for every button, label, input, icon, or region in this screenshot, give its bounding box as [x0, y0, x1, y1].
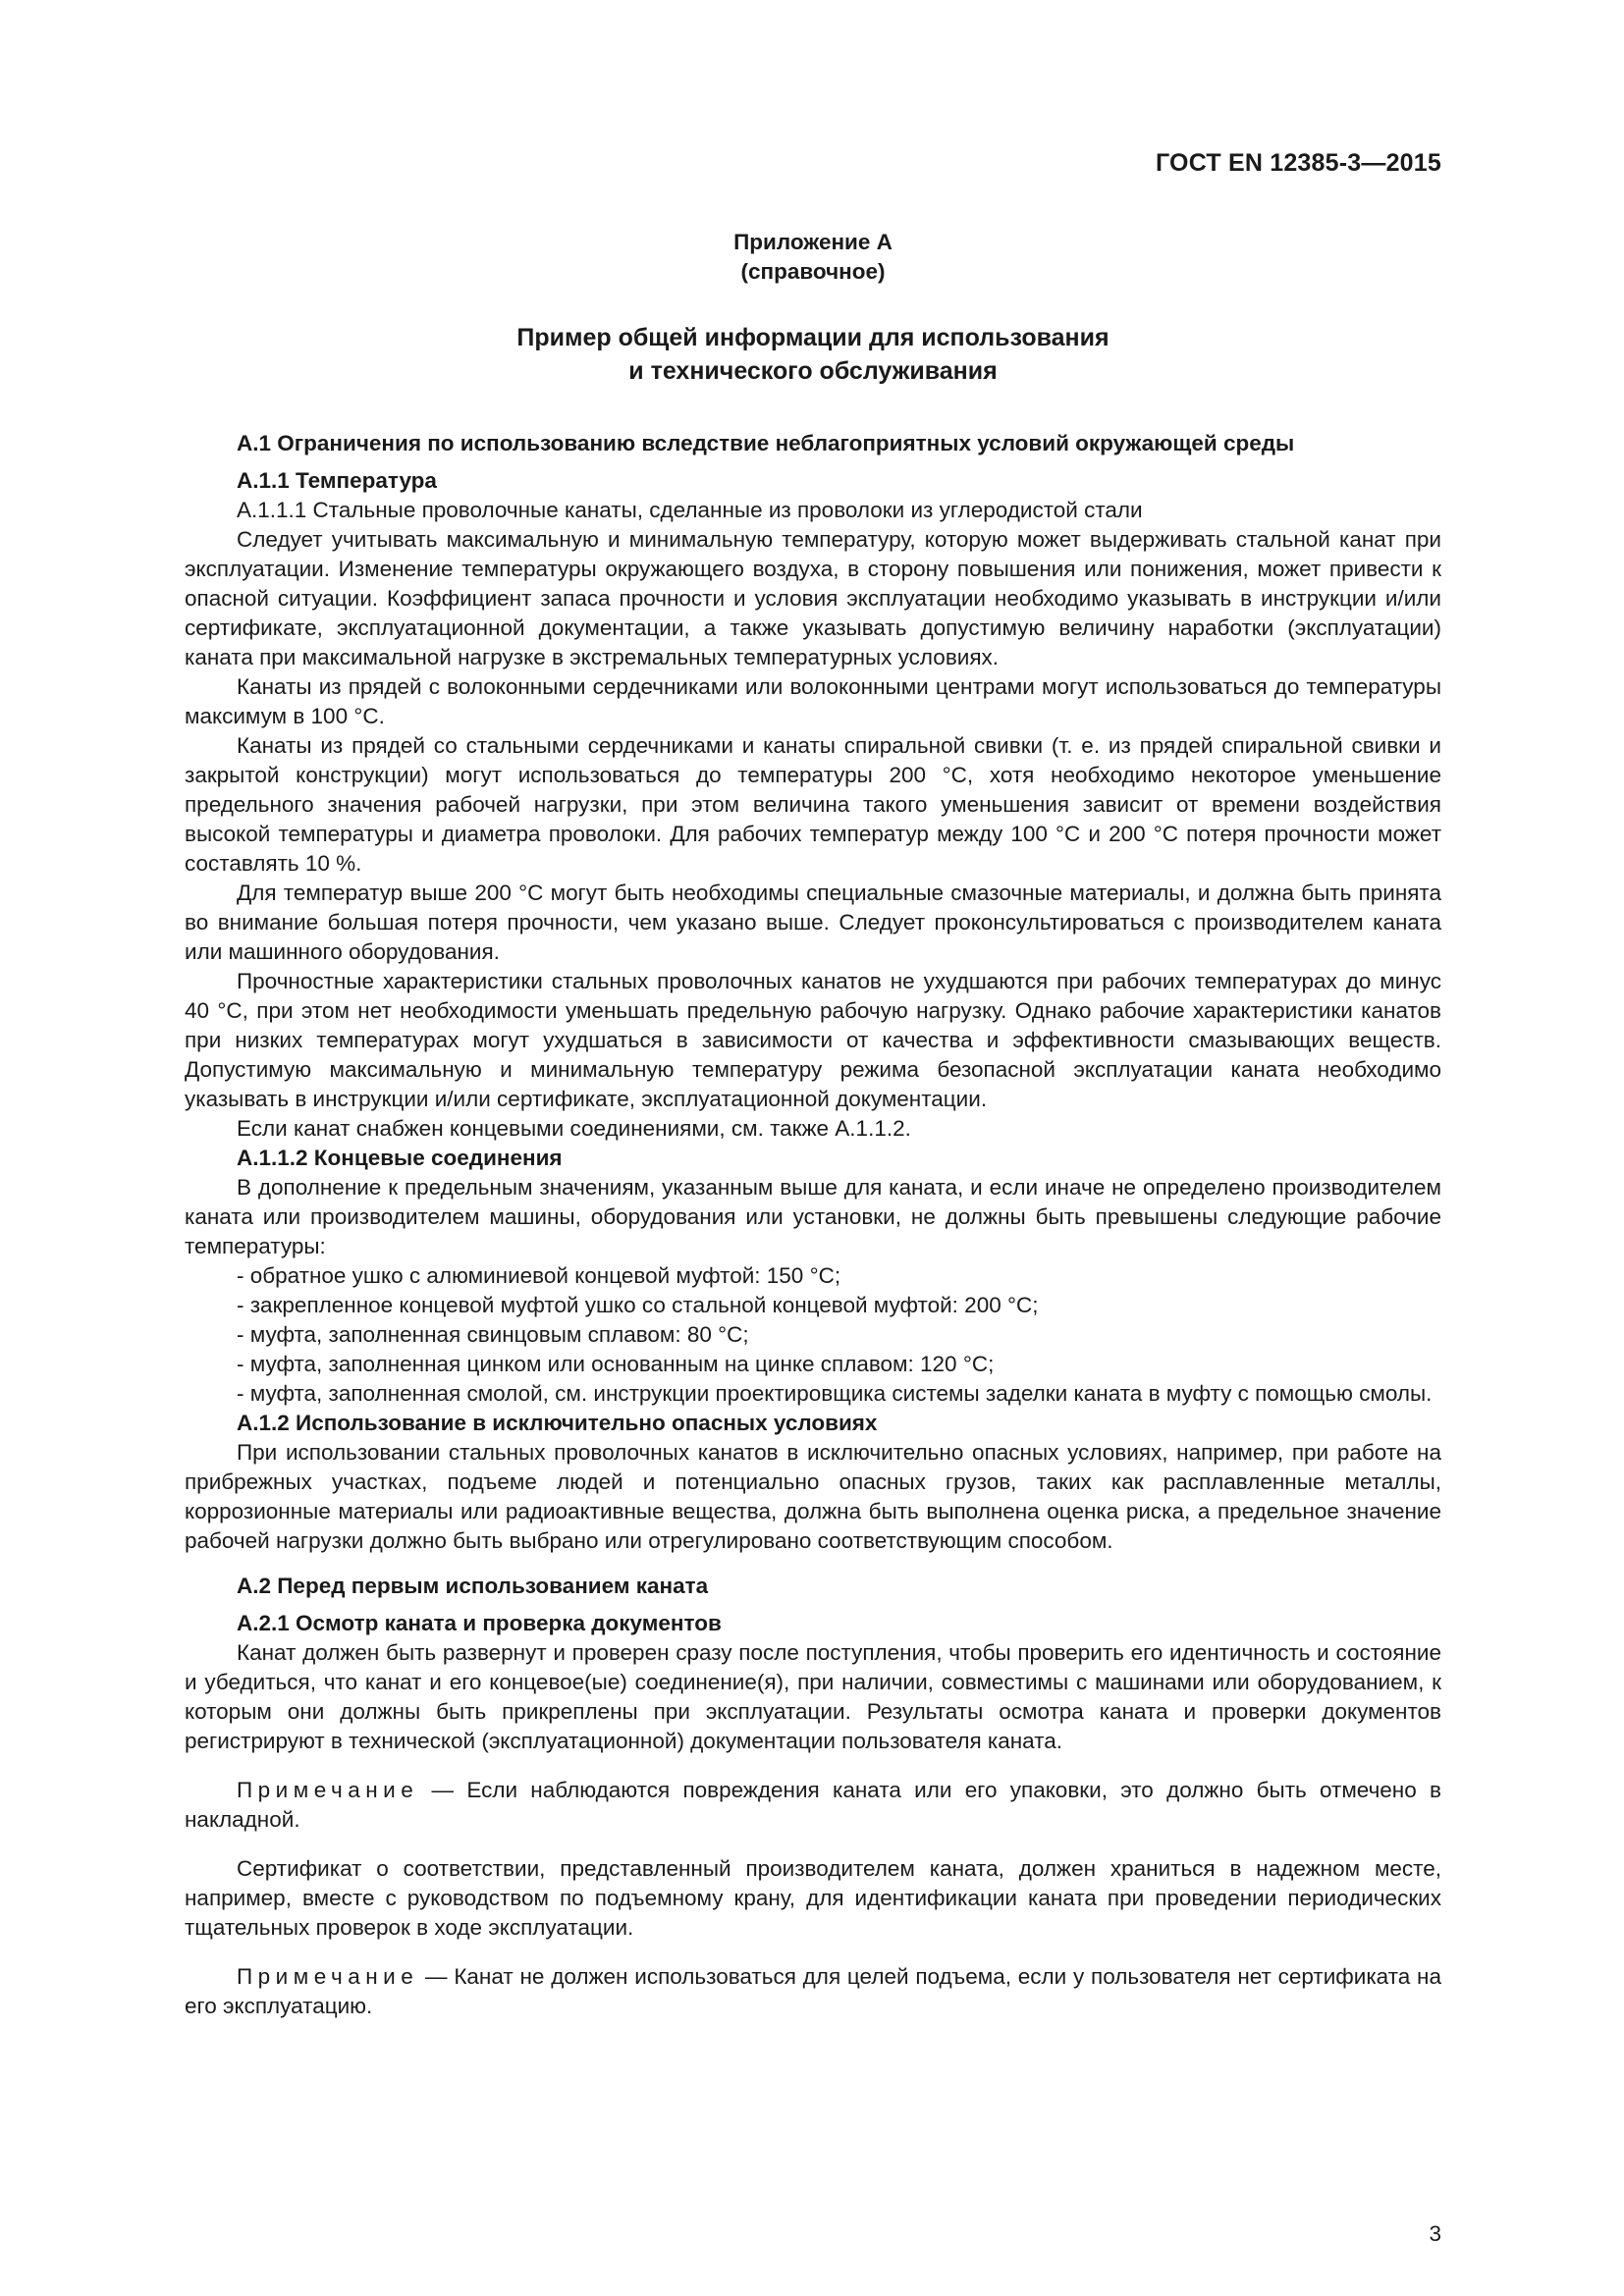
paragraph: Прочностные характеристики стальных проволочных канатов не ухудшаются при рабочих температурах до минус 40 °С, при этом нет необходимости уменьшать предельную рабочую нагрузку. Однако рабочие характеристики канатов при низких температурах могут ухудшаться в зависимости от качества и эффективности смазывающих веществ. Допустимую максимальную и минимальную температуру режима безопасной эксплуатации каната необходимо указывать в инструкции и/или сертификате, эксплуатационной документации. [185, 969, 1441, 1111]
list-item: - муфта, заполненная свинцовым сплавом: 80 °С; [237, 1322, 749, 1347]
section-heading-a2: А.2 Перед первым использованием каната [237, 1574, 709, 1598]
paragraph: В дополнение к предельным значениям, указанным выше для каната, и если иначе не определено производителем каната или производителем машины, оборудования или установки, не должны быть превышены следующие рабочие температуры: [185, 1175, 1441, 1258]
annex-status: (справочное) [740, 259, 886, 284]
section-heading-a112: А.1.1.2 Концевые соединения [237, 1146, 563, 1170]
document-code: ГОСТ EN 12385-3—2015 [1156, 149, 1441, 177]
annex-label: Приложение А [733, 230, 893, 254]
note-2 [185, 1962, 1441, 2021]
section-heading-a21: А.2.1 Осмотр каната и проверка документов [237, 1611, 722, 1635]
paragraph: Сертификат о соответствии, представленный производителем каната, должен храниться в надежном месте, например, вместе с руководством по подъемному крану, для идентификации каната при проведении периодических тщательных проверок в ходе эксплуатации. [185, 1856, 1441, 1940]
paragraph: Следует учитывать максимальную и минимальную температуру, которую может выдерживать стальной канат при эксплуатации. Изменение температуры окружающего воздуха, в сторону повышения или понижения, может привести к опасной ситуации. Коэффициент запаса прочности и условия эксплуатации необходимо указывать в инструкции и/или сертификате, эксплуатационной документации, а также указывать допустимую величину наработки (эксплуатации) каната при максимальной нагрузке в экстремальных температурных условиях. [185, 527, 1441, 669]
annex-title-line-2: и технического обслуживания [628, 357, 998, 385]
note-text: — Если наблюдаются повреждения каната или его упаковки, это должно быть отмечено в накладной. [185, 1778, 1441, 1832]
section-heading-a12: А.1.2 Использование в исключительно опасных условиях [237, 1411, 878, 1435]
note-label: Примечание [237, 1778, 419, 1802]
list-item: - муфта, заполненная смолой, см. инструкции проектировщика системы заделки каната в муфту с помощью смолы. [237, 1381, 1433, 1406]
document-page [185, 0, 1441, 2296]
paragraph: Канат должен быть развернут и проверен сразу после поступления, чтобы проверить его идентичность и состояние и убедиться, что канат и его концевое(ые) соединение(я), при наличии, совместимы с машинами или оборудованием, к которым они должны быть прикреплены при эксплуатации. Результаты осмотра каната и проверки документов регистрируют в технической (эксплуатационной) документации пользователя каната. [185, 1640, 1441, 1753]
list-item: - муфта, заполненная цинком или основанным на цинке сплавом: 120 °С; [237, 1352, 995, 1376]
section-heading-a11: А.1.1 Температура [237, 468, 437, 493]
annex-title-line-1: Пример общей информации для использования [516, 324, 1110, 351]
section-heading-a1: А.1 Ограничения по использованию вследствие неблагоприятных условий окружающей среды [237, 431, 1295, 455]
paragraph: Для температур выше 200 °С могут быть необходимы специальные смазочные материалы, и должна быть принята во внимание большая потеря прочности, чем указано выше. Следует проконсультироваться с производителем каната или машинного оборудования. [185, 881, 1441, 964]
note-text: — Канат не должен использоваться для целей подъема, если у пользователя нет сертификата на его эксплуатацию. [185, 1964, 1441, 2018]
paragraph: Если канат снабжен концевыми соединениями, см. также А.1.1.2. [237, 1116, 911, 1141]
document-body [185, 429, 1441, 2021]
paragraph: Канаты из прядей с волоконными сердечниками или волоконными центрами могут использоваться до температуры максимум в 100 °С. [185, 674, 1441, 728]
note-label: Примечание [237, 1964, 419, 1989]
note-1 [185, 1776, 1441, 1835]
annex-header [185, 228, 1441, 287]
paragraph: Канаты из прядей со стальными сердечниками и канаты спиральной свивки (т. е. из прядей спиральной свивки и закрытой конструкции) могут использоваться до температуры 200 °С, хотя необходимо некоторое уменьшение предельного значения рабочей нагрузки, при этом величина такого уменьшения зависит от времени воздействия высокой температуры и диаметра проволоки. Для рабочих температур между 100 °С и 200 °С потеря прочности может составлять 10 %. [185, 733, 1441, 876]
list-item: - обратное ушко с алюминиевой концевой муфтой: 150 °С; [237, 1263, 841, 1288]
paragraph: При использовании стальных проволочных канатов в исключительно опасных условиях, например, при работе на прибрежных участках, подъеме людей и потенциально опасных грузов, таких как расплавленные металлы, коррозионные материалы или радиоактивные вещества, должна быть выполнена оценка риска, а предельное значение рабочей нагрузки должно быть выбрано или отрегулировано соответствующим способом. [185, 1440, 1441, 1553]
annex-title [185, 321, 1441, 388]
list-item: - закрепленное концевой муфтой ушко со стальной концевой муфтой: 200 °С; [237, 1293, 1039, 1317]
paragraph-a111-title: А.1.1.1 Стальные проволочные канаты, сделанные из проволоки из углеродистой стали [237, 498, 1143, 522]
page-number: 3 [1429, 2221, 1441, 2246]
